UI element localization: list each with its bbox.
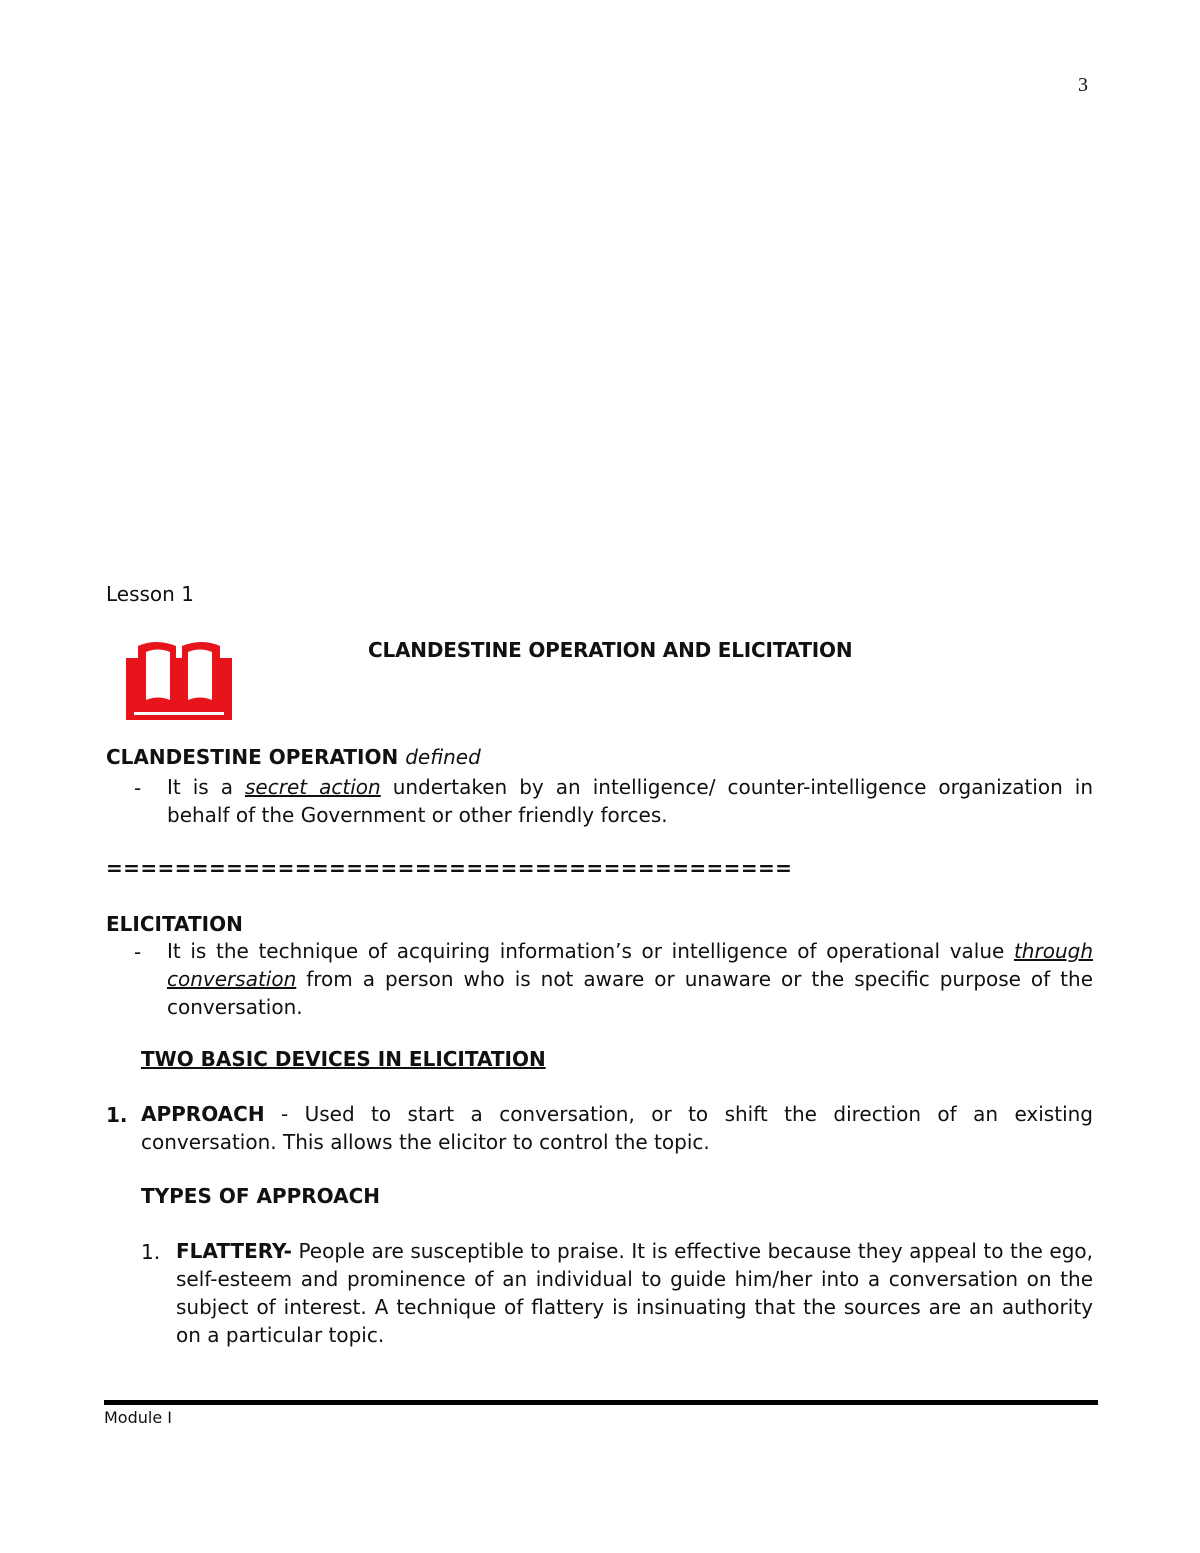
clandestine-bullet: - (134, 776, 142, 800)
clandestine-heading-text: CLANDESTINE OPERATION (106, 745, 399, 769)
clandestine-heading (106, 745, 481, 769)
lesson-label: Lesson 1 (106, 582, 194, 606)
elicitation-bullet: - (134, 940, 142, 964)
elicitation-text-after: from a person who is not aware or unaware or the specific purpose of the conversation. (167, 967, 1093, 1019)
clandestine-heading-suffix: defined (405, 745, 481, 769)
approach-item-number: 1. (141, 1240, 161, 1264)
approach-item-flattery (176, 1237, 1093, 1349)
devices-heading: TWO BASIC DEVICES IN ELICITATION (141, 1047, 546, 1071)
footer-rule (104, 1400, 1098, 1405)
elicitation-heading: ELICITATION (106, 912, 243, 936)
device-item-label: APPROACH (141, 1102, 265, 1126)
divider-line: ======================================== (106, 856, 793, 880)
elicitation-emphasis: through conversation (167, 939, 1093, 991)
device-item-number: 1. (106, 1103, 128, 1127)
approach-item-label: FLATTERY- (176, 1239, 292, 1263)
clandestine-text-before: It is a (167, 775, 246, 799)
page-number: 3 (1078, 74, 1088, 96)
clandestine-text-after: undertaken by an intelligence/ counter-intelligence organization in behalf of the Government or other friendly forces. (167, 775, 1094, 827)
elicitation-definition (167, 937, 1093, 1021)
clandestine-definition (167, 773, 1093, 829)
device-item-text: - Used to start a conversation, or to shift the direction of an existing conversation. This allows the elicitor to control the topic. (141, 1102, 1093, 1154)
main-title: CLANDESTINE OPERATION AND ELICITATION (368, 638, 853, 662)
clandestine-emphasis: secret action (245, 775, 381, 799)
device-item-approach (141, 1100, 1093, 1156)
book-icon (124, 636, 234, 722)
approach-types-heading: TYPES OF APPROACH (141, 1184, 380, 1208)
elicitation-text-before: It is the technique of acquiring information’s or intelligence of operational value (167, 939, 1014, 963)
approach-item-text: People are susceptible to praise. It is effective because they appeal to the ego, self-esteem and prominence of an individual to guide him/her into a conversation on the subject of interest. A technique of flattery is insinuating that the sources are an authority on a particular topic. (176, 1239, 1093, 1347)
footer-label: Module I (104, 1408, 172, 1427)
